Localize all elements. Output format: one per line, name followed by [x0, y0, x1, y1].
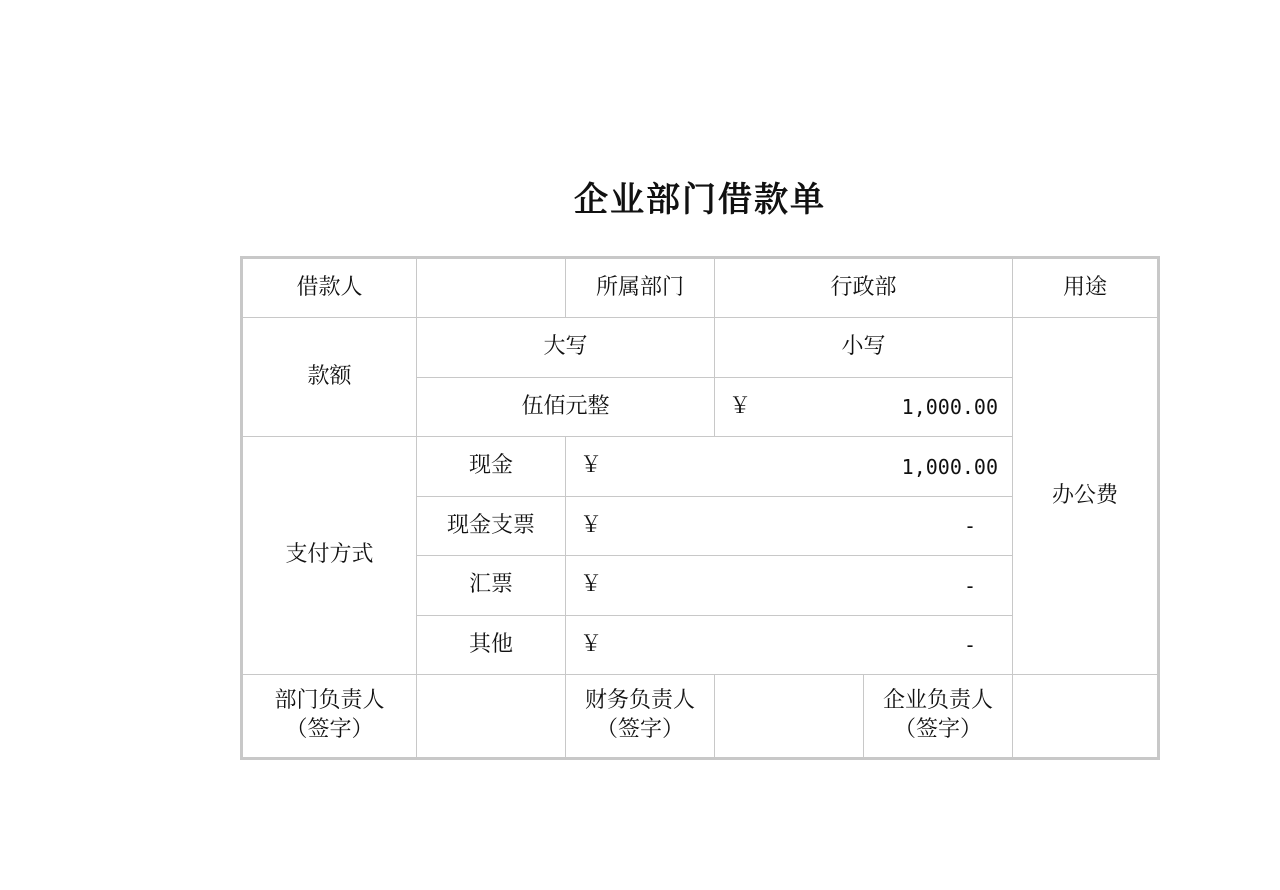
payment-other-label: 其他 — [417, 616, 566, 675]
finance-head-signature-label — [566, 675, 715, 757]
payment-cash-label: 现金 — [417, 437, 566, 497]
loan-form-table — [240, 256, 1160, 760]
signature-role: 企业负责人 — [882, 688, 993, 714]
amount-lower-header: 小写 — [715, 318, 1013, 378]
payment-value: - — [963, 514, 976, 538]
payment-method-label: 支付方式 — [243, 437, 417, 675]
company-head-signature-label — [864, 675, 1013, 757]
finance-head-signature-field[interactable] — [715, 675, 864, 757]
signature-role: 财务负责人 — [584, 688, 695, 714]
payment-value: 1,000.00 — [901, 454, 998, 479]
amount-upper-header: 大写 — [417, 318, 715, 378]
currency-symbol: ￥ — [729, 393, 752, 419]
company-head-signature-field[interactable] — [1013, 675, 1157, 757]
amount-lower-value: 1,000.00 — [901, 395, 998, 419]
borrower-label: 借款人 — [243, 259, 417, 318]
amount-lower-value-cell[interactable] — [715, 378, 1013, 437]
payment-cheque-amount[interactable] — [566, 497, 1013, 556]
amount-label: 款额 — [243, 318, 417, 437]
payment-other-amount[interactable] — [566, 616, 1013, 675]
currency-symbol: ￥ — [580, 631, 603, 657]
currency-symbol: ￥ — [580, 453, 603, 479]
signature-role: 部门负责人 — [274, 688, 385, 714]
payment-value: - — [963, 633, 976, 657]
borrower-value[interactable] — [417, 259, 566, 318]
payment-draft-label: 汇票 — [417, 556, 566, 616]
department-label: 所属部门 — [566, 259, 715, 318]
currency-symbol: ￥ — [580, 512, 603, 538]
signature-note: （签字） — [893, 717, 982, 742]
payment-value: - — [963, 573, 976, 598]
amount-upper-value[interactable]: 伍佰元整 — [417, 378, 715, 437]
currency-symbol: ￥ — [580, 572, 603, 598]
signature-note: （签字） — [285, 717, 374, 742]
department-value[interactable]: 行政部 — [715, 259, 1013, 318]
dept-head-signature-label — [243, 675, 417, 757]
form-title: 企业部门借款单 — [574, 180, 826, 220]
payment-cheque-label: 现金支票 — [417, 497, 566, 556]
dept-head-signature-field[interactable] — [417, 675, 566, 757]
payment-draft-amount[interactable] — [566, 556, 1013, 616]
payment-cash-amount[interactable] — [566, 437, 1013, 497]
signature-note: （签字） — [595, 717, 684, 742]
purpose-value[interactable]: 办公费 — [1013, 318, 1157, 675]
purpose-label: 用途 — [1013, 259, 1157, 318]
